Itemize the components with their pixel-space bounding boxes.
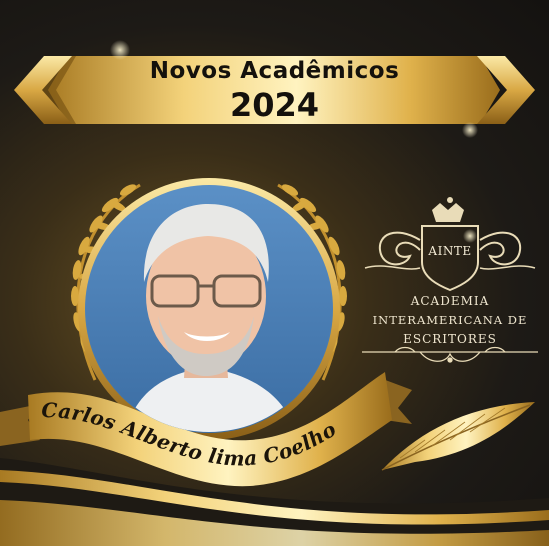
honoree-name-text: Carlos Alberto lima Coelho xyxy=(41,398,341,471)
organization-name-line3: ESCRITORES xyxy=(403,332,497,346)
honoree-name xyxy=(41,398,340,470)
title-year: 2024 xyxy=(229,86,320,124)
title-heading: Novos Acadêmicos xyxy=(149,58,400,84)
organization-name-line2: INTERAMERICANA DE xyxy=(372,313,528,327)
organization-name-line1: ACADEMIA xyxy=(410,294,490,308)
crest-abbreviation: AINTE xyxy=(428,244,472,258)
